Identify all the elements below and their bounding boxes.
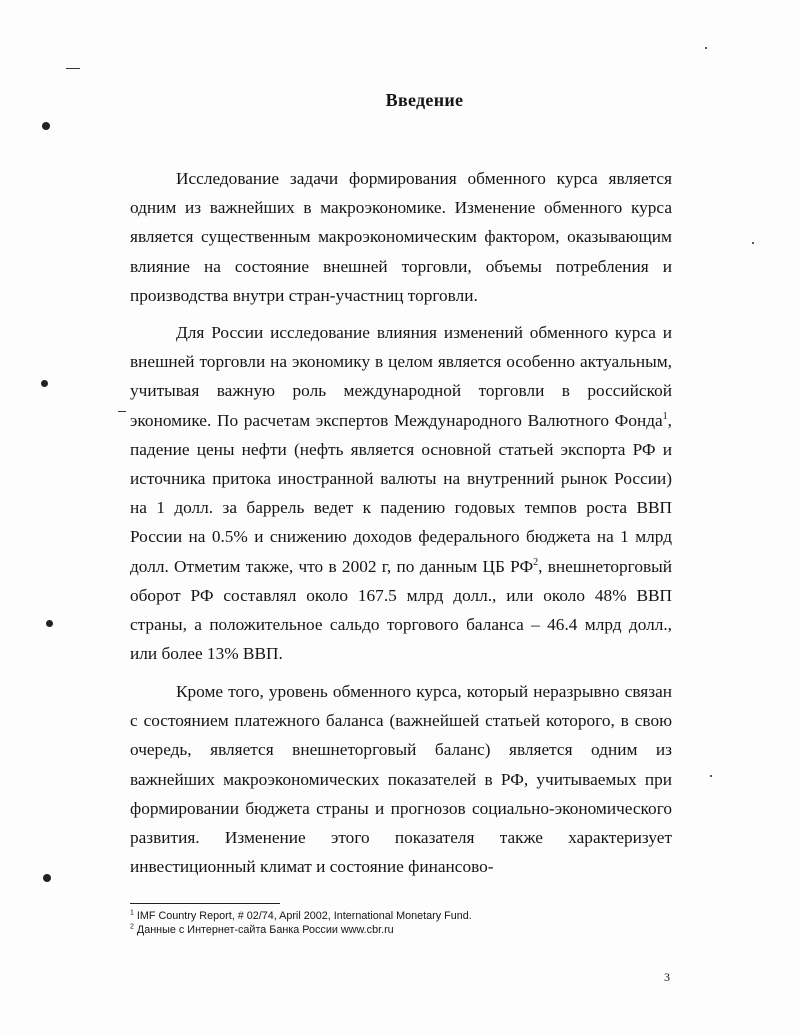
footnote-ref-2: 2	[533, 556, 539, 568]
scan-mark	[66, 68, 80, 69]
scan-speck	[46, 620, 53, 627]
footnote-2	[130, 923, 690, 937]
page-title: Введение	[385, 90, 464, 110]
footnote-2-text: Данные с Интернет-сайта Банка России www.cbr.ru	[133, 924, 394, 936]
scan-speck	[705, 47, 707, 49]
footnote-1-mark: 1	[130, 909, 134, 917]
paragraph-2-part-c: , внешнеторговый оборот РФ составлял около 167.5 млрд долл., или около 48% ВВП страны, а положительное сальдо торгового баланса – 46.4 млрд долл., или более 13% ВВП.	[130, 556, 672, 664]
page-number: 3	[664, 970, 670, 984]
scan-mark	[118, 411, 126, 412]
paragraph-2-part-b: , падение цены нефти (нефть является основной статьей экспорта РФ и источника притока иностранной валюты на внутренний рынок России) на 1 долл. за баррель ведет к падению годовых темпов роста ВВП России на 0.5% и снижению доходов федерального бюджета на 1 млрд долл. Отметим также, что в 2002 г, по данным ЦБ РФ	[130, 410, 672, 576]
footnote-separator	[130, 903, 280, 904]
paragraph-1	[130, 164, 672, 310]
scan-speck	[42, 122, 50, 130]
scan-speck	[752, 242, 754, 244]
scan-speck	[43, 874, 51, 882]
scan-speck	[41, 380, 48, 387]
scan-speck	[710, 775, 712, 777]
footnote-2-mark: 2	[130, 923, 134, 931]
paragraph-3-text: Кроме того, уровень обменного курса, который неразрывно связан с состоянием платежного баланса (важнейшей статьей которого, в свою очередь, является внешнеторговый баланс) является одним из важнейших макроэкономических показателей в РФ, учитываемых при формировании бюджета страны и прогнозов социально-экономического развития. Изменение этого показателя также характеризует инвестиционный климат и состояние финансово-	[130, 682, 672, 877]
footnotes	[130, 909, 690, 937]
paragraph-2-part-a: Для России исследование влияния изменений обменного курса и внешней торговли на экономику в целом является особенно актуальным, учитывая важную роль международной торговли в российской экономике. По расчетам экспертов Международного Валютного Фонда	[130, 323, 672, 430]
paragraph-2-text	[130, 318, 672, 668]
paragraph-3	[130, 677, 672, 881]
footnote-ref-1: 1	[662, 410, 668, 422]
footnote-1-text: IMF Country Report, # 02/74, April 2002, International Monetary Fund.	[133, 910, 472, 922]
footnote-1	[130, 909, 690, 923]
paragraph-2	[130, 318, 672, 668]
paragraph-1-text: Исследование задачи формирования обменного курса является одним из важнейших в макроэкономике. Изменение обменного курса является существенным макроэкономическим фактором, оказывающим влияние на состояние внешней торговли, объемы потребления и производства внутри стран-участниц торговли.	[130, 169, 672, 305]
